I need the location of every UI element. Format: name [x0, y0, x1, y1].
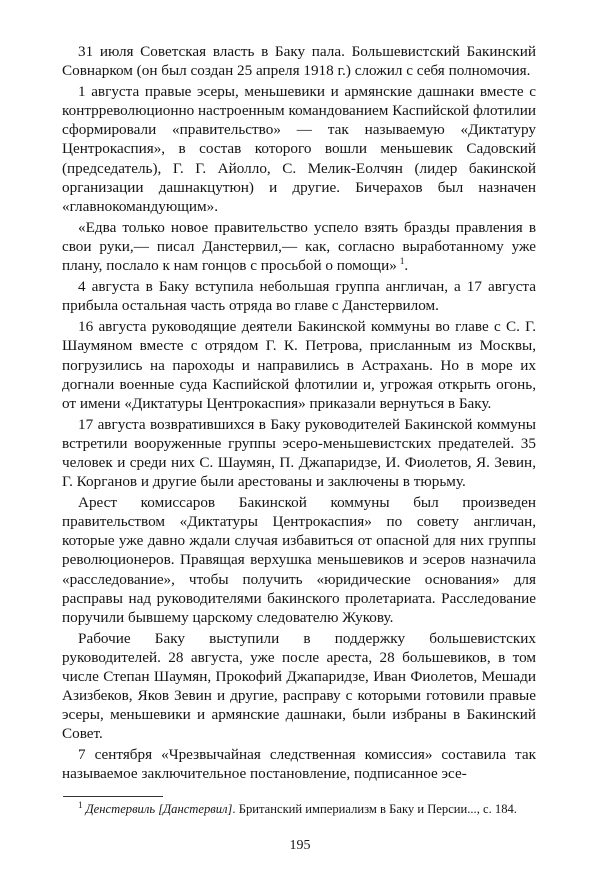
footnote-author-bracket: [Данстервил]: [158, 802, 233, 816]
footnote-divider: [63, 796, 163, 797]
paragraph: 7 сентября «Чрезвычайная следственная комиссия» составила так называемое заключительное постановление, подписанное эсе-: [62, 746, 536, 783]
main-text: [62, 42, 536, 786]
footnote-mark: 1: [78, 799, 83, 810]
paragraph-text: «Едва только новое правительство успело взять бразды правления в свои руки,— писал Данстервил,— как, согласно выработанному уже плану, послало к нам гонцов с просьбой о помощи»: [62, 218, 536, 275]
paragraph: 4 августа в Баку вступила небольшая группа англичан, а 17 августа прибыла остальная часть отряда во главе с Данстервилом.: [62, 278, 536, 315]
page-number: 195: [289, 838, 311, 853]
paragraph: Арест комиссаров Бакинской коммуны был произведен правительством «Диктатуры Центрокаспия» по совету англичан, которые уже давно ждали случая избавиться от опасной для них группы революционеров. Правящая верхушка меньшевиков и эсеров назначила «расследование», чтобы получить «юридические основания» для расправы над руководителями бакинского пролетариата. Расследование поручили бывшему царскому следователю Жукову.: [62, 494, 536, 626]
paragraph: 16 августа руководящие деятели Бакинской коммуны во главе с С. Г. Шаумяном вместе с отрядом Г. К. Петрова, присланным из Москвы, погрузились на пароходы и направились в Астрахань. Но в море их догнали военные суда Каспийской флотилии и, угрожая открыть огонь, от имени «Диктатуры Центрокаспия» приказали вернуться в Баку.: [62, 318, 536, 412]
paragraph: 31 июля Советская власть в Баку пала. Большевистский Бакинский Совнарком (он был создан 25 апреля 1918 г.) сложил с себя полномочия.: [62, 43, 536, 80]
paragraph: 1 августа правые эсеры, меньшевики и армянские дашнаки вместе с контрреволюционно настроенным командованием Каспийской флотилии сформировали «правительство» — так называемую «Диктатуру Центрокаспия», в состав которого вошли меньшевик Садовский (председатель), Г. Г. Айолло, С. Мелик-Еолчян (лидер бакинской организации дашнакцутюн) и другие. Бичерахов был назначен «главнокомандующим».: [62, 83, 536, 215]
paragraph-with-footnote: «Едва только новое правительство успело взять бразды правления в свои руки,— писал Данстервил,— как, согласно выработанному уже плану, послало к нам гонцов с просьбой о помощи» $^1$.: [62, 218, 536, 275]
footnote-reference: 1: [399, 255, 405, 266]
paragraph: 17 августа возвратившихся в Баку руководителей Бакинской коммуны встретили вооруженные группы эсеро-меньшевистских предателей. 35 человек и среди них С. Шаумян, П. Джапаридзе, И. Фиолетов, Я. Зевин, Г. Корганов и другие были арестованы и заключены в тюрьму.: [62, 415, 536, 491]
footnote-author: Денстервиль: [85, 802, 156, 816]
footnote-text: . Британский империализм в Баку и Персии..., с. 184.: [232, 802, 517, 816]
footnote: [62, 801, 536, 818]
paragraph: Рабочие Баку выступили в поддержку большевистских руководителей. 28 августа, уже после ареста, 28 большевиков, в том числе Степан Шаумян, Прокофий Джапаридзе, Иван Фиолетов, Мешади Азизбеков, Яков Зевин и другие, расправу с которыми готовили правые эсеры, меньшевики и армянские дашнаки, были избраны в Бакинский Совет.: [62, 629, 536, 743]
